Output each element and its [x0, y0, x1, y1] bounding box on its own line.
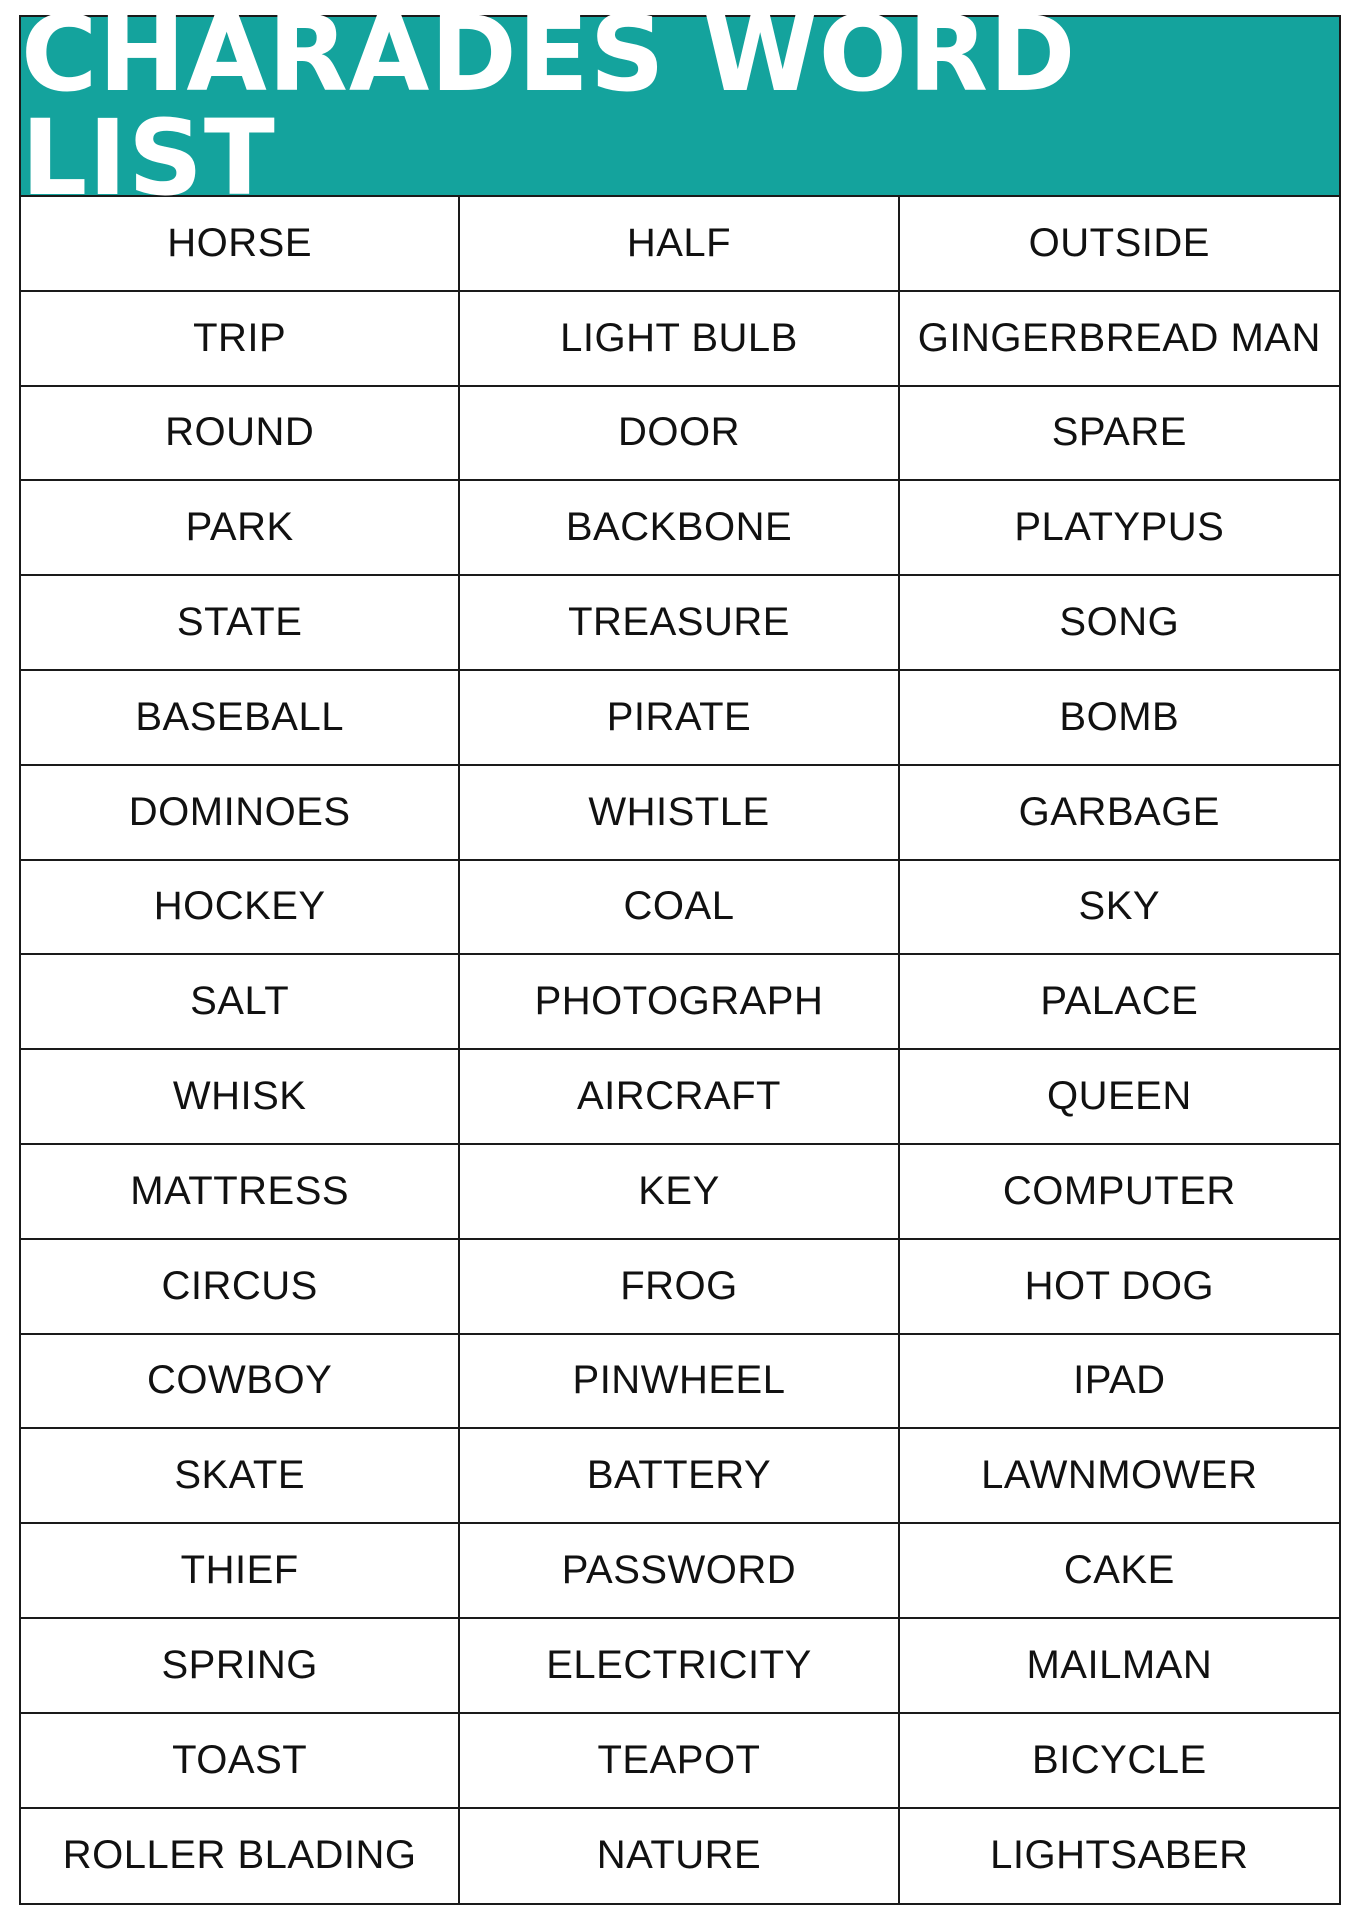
- word-cell: DOOR: [460, 387, 899, 482]
- word-cell: HALF: [460, 197, 899, 292]
- word-cell: BOMB: [900, 671, 1339, 766]
- word-cell: SPARE: [900, 387, 1339, 482]
- word-cell: BICYCLE: [900, 1714, 1339, 1809]
- word-cell: PHOTOGRAPH: [460, 955, 899, 1050]
- word-cell: TREASURE: [460, 576, 899, 671]
- word-cell: LIGHTSABER: [990, 1833, 1249, 1878]
- word-cell: GARBAGE: [900, 766, 1339, 861]
- word-cell: CIRCUS: [21, 1240, 460, 1335]
- word-cell: AIRCRAFT: [460, 1050, 899, 1145]
- word-cell: PINWHEEL: [460, 1335, 899, 1430]
- word-cell: BASEBALL: [21, 671, 460, 766]
- word-cell: TOAST: [21, 1714, 460, 1809]
- word-cell: BATTERY: [460, 1429, 899, 1524]
- word-cell: TRIP: [21, 292, 460, 387]
- word-cell: IPAD: [900, 1335, 1339, 1430]
- word-cell: QUEEN: [900, 1050, 1339, 1145]
- word-cell: THIEF: [21, 1524, 460, 1619]
- word-cell: OUTSIDE: [900, 197, 1339, 292]
- word-cell: SPRING: [21, 1619, 460, 1714]
- word-grid: [21, 197, 1339, 1903]
- word-cell: SKY: [900, 861, 1339, 956]
- word-cell: HOT DOG: [900, 1240, 1339, 1335]
- word-cell: HOCKEY: [21, 861, 460, 956]
- word-cell: GINGERBREAD MAN: [900, 292, 1339, 387]
- word-cell: PALACE: [900, 955, 1339, 1050]
- word-cell: SALT: [21, 955, 460, 1050]
- word-cell: WHISK: [21, 1050, 460, 1145]
- title-banner: [21, 0, 1339, 219]
- word-cell: COAL: [460, 861, 899, 956]
- word-cell: BACKBONE: [460, 481, 899, 576]
- word-cell: NATURE: [460, 1809, 899, 1904]
- word-cell: ROUND: [21, 387, 460, 482]
- word-cell: ROLLER BLADING: [21, 1809, 460, 1904]
- word-cell: SONG: [900, 576, 1339, 671]
- word-cell: DOMINOES: [21, 766, 460, 861]
- word-cell: LAWNMOWER: [900, 1429, 1339, 1524]
- word-cell: TEAPOT: [460, 1714, 899, 1809]
- word-cell: MATTRESS: [21, 1145, 460, 1240]
- word-cell: LIGHT BULB: [460, 292, 899, 387]
- word-list-sheet: [19, 0, 1341, 1905]
- word-cell: MAILMAN: [900, 1619, 1339, 1714]
- word-cell: PARK: [21, 481, 460, 576]
- page-title: CHARADES WORD LIST: [21, 0, 1077, 219]
- word-cell: PIRATE: [460, 671, 899, 766]
- word-cell: ELECTRICITY: [460, 1619, 899, 1714]
- word-cell: FROG: [460, 1240, 899, 1335]
- word-cell: CAKE: [900, 1524, 1339, 1619]
- word-cell: COWBOY: [21, 1335, 460, 1430]
- word-cell: COMPUTER: [900, 1145, 1339, 1240]
- word-cell: HORSE: [21, 197, 460, 292]
- word-cell: STATE: [21, 576, 460, 671]
- word-cell: WHISTLE: [460, 766, 899, 861]
- word-cell: PASSWORD: [460, 1524, 899, 1619]
- word-cell: SKATE: [21, 1429, 460, 1524]
- word-cell: PLATYPUS: [900, 481, 1339, 576]
- word-cell: KEY: [460, 1145, 899, 1240]
